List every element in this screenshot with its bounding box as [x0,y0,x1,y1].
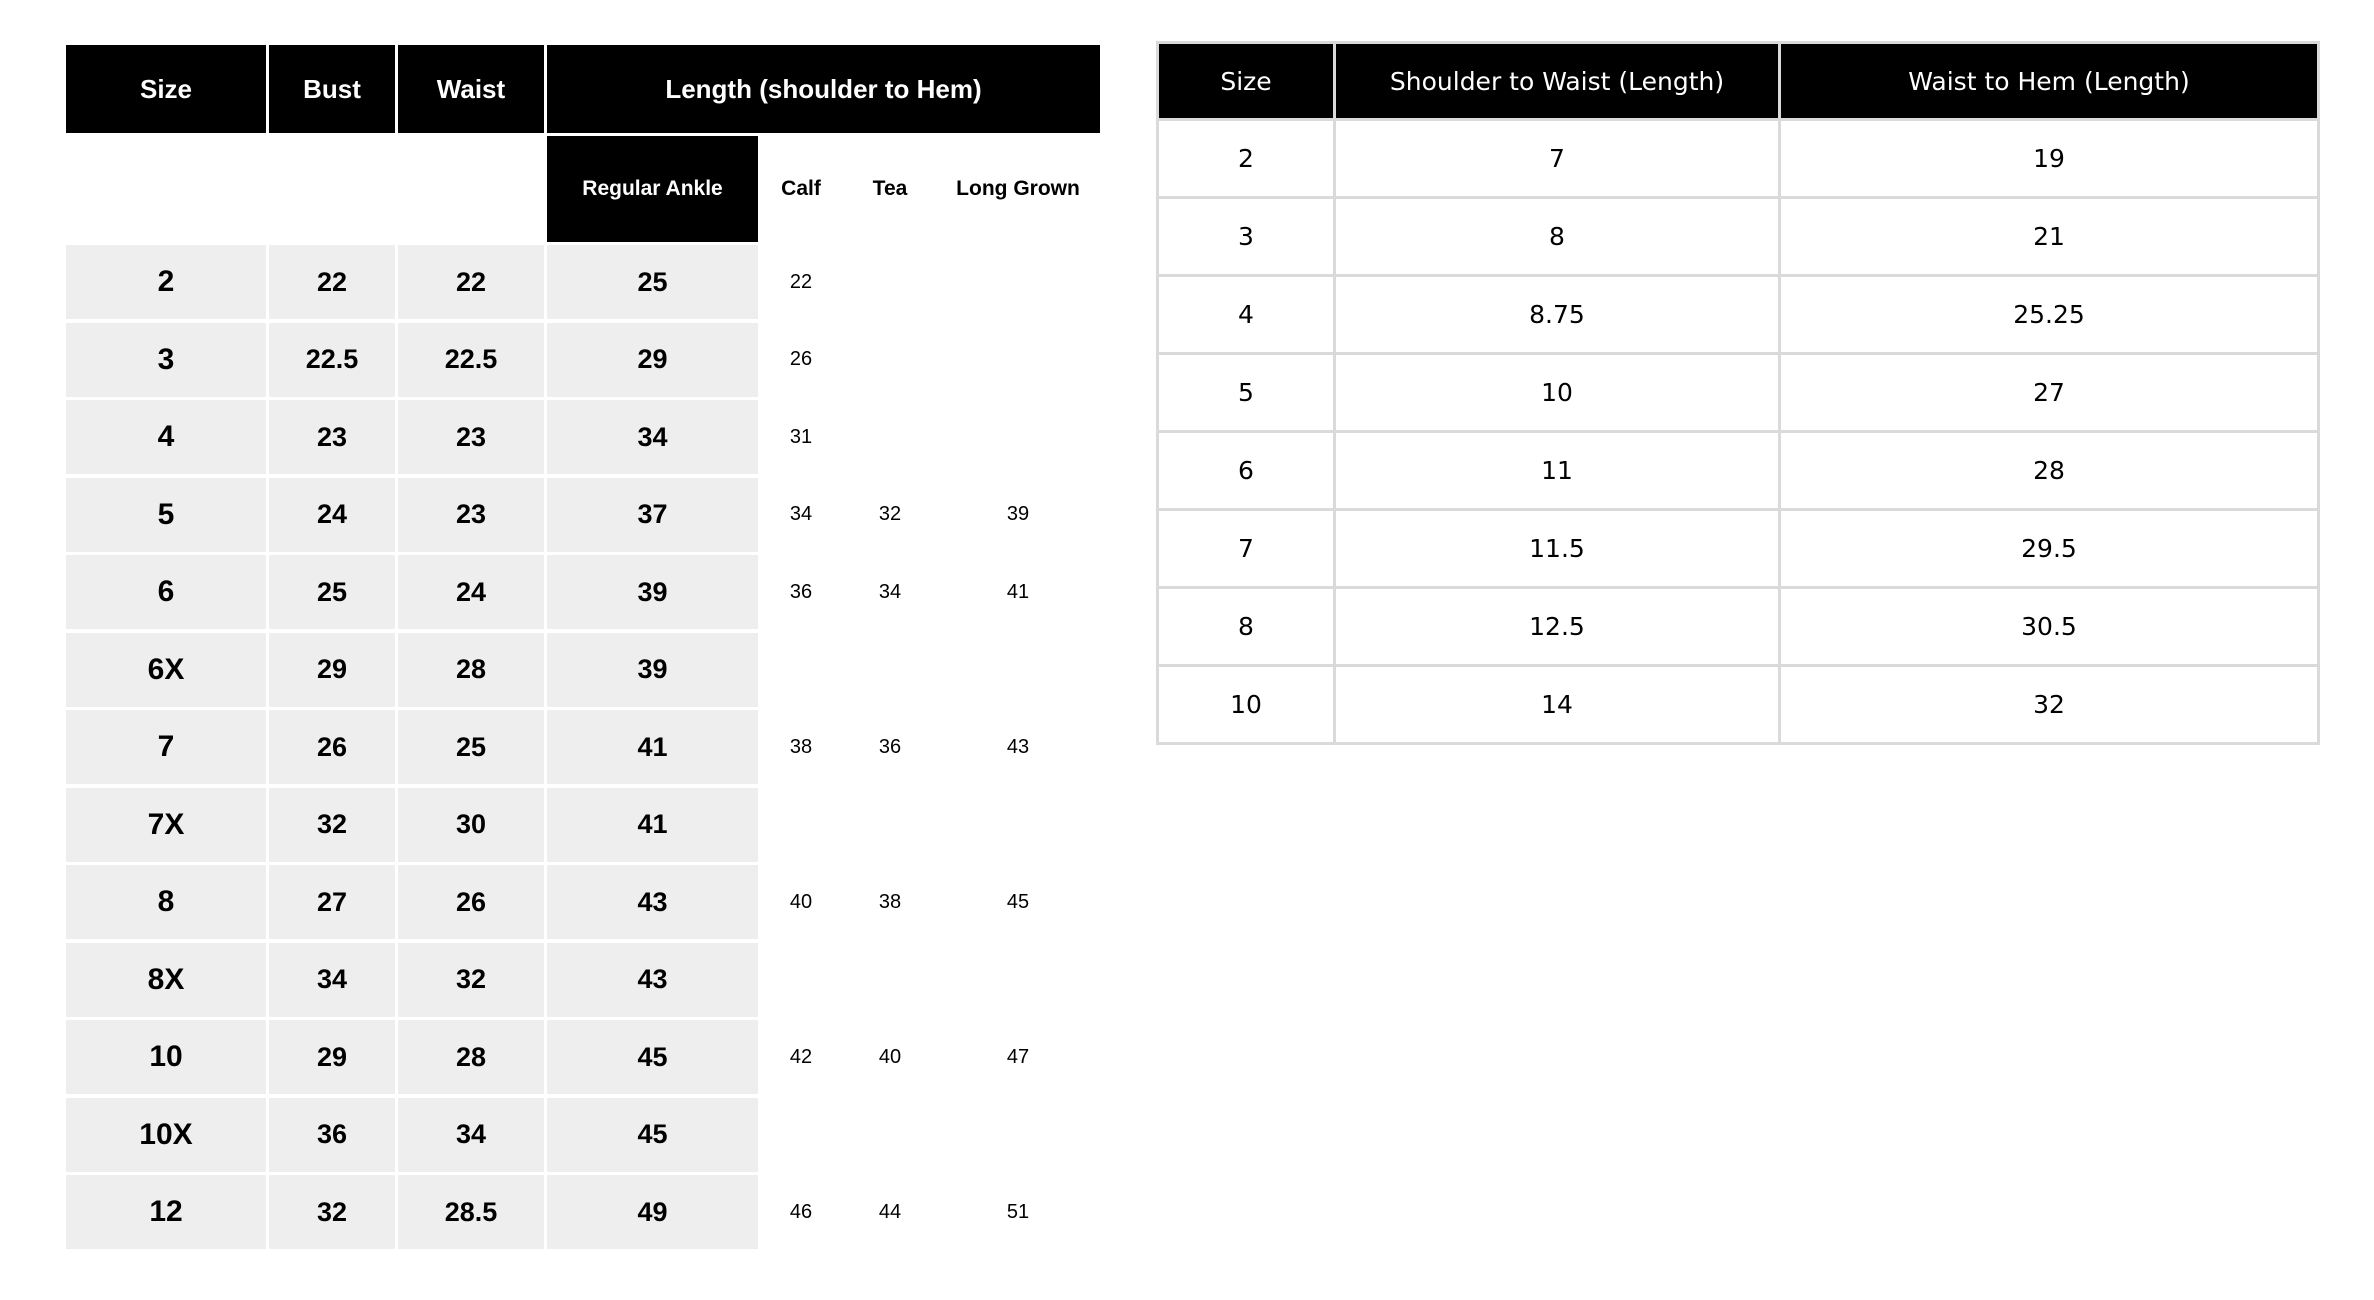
header-size: Size [66,45,266,133]
header-length: Length (shoulder to Hem) [547,45,1100,133]
cell-calf [758,788,844,862]
cell-long-grown: 41 [936,555,1100,629]
cell-shoulder-to-waist: 7 [1335,120,1780,198]
cell-bust: 24 [269,478,395,552]
cell-size: 6 [1158,432,1335,510]
cell-waist: 23 [398,400,544,474]
cell-waist: 24 [398,555,544,629]
cell-shoulder-to-waist: 8 [1335,198,1780,276]
cell-bust: 34 [269,943,395,1017]
cell-size: 6X [66,633,266,707]
table-row [1158,198,2319,276]
cell-long-grown: 43 [936,710,1100,784]
cell-regular-ankle: 43 [547,943,758,1017]
cell-size: 3 [1158,198,1335,276]
cell-regular-ankle: 39 [547,633,758,707]
cell-size: 7 [1158,510,1335,588]
cell-regular-ankle: 37 [547,478,758,552]
cell-tea: 44 [844,1175,936,1249]
cell-regular-ankle: 45 [547,1098,758,1172]
cell-bust: 27 [269,865,395,939]
cell-bust: 32 [269,788,395,862]
table-row [1158,354,2319,432]
cell-regular-ankle: 49 [547,1175,758,1249]
cell-waist: 25 [398,710,544,784]
header-waist-to-hem: Waist to Hem (Length) [1780,43,2319,120]
cell-bust: 26 [269,710,395,784]
cell-shoulder-to-waist: 11 [1335,432,1780,510]
cell-calf: 31 [758,400,844,474]
cell-waist-to-hem: 30.5 [1780,588,2319,666]
cell-bust: 36 [269,1098,395,1172]
cell-bust: 25 [269,555,395,629]
cell-size: 2 [66,245,266,319]
cell-waist-to-hem: 21 [1780,198,2319,276]
cell-calf: 26 [758,323,844,397]
header-shoulder-to-waist: Shoulder to Waist (Length) [1335,43,1780,120]
cell-calf: 46 [758,1175,844,1249]
cell-regular-ankle: 29 [547,323,758,397]
cell-waist: 34 [398,1098,544,1172]
cell-size: 10 [1158,666,1335,744]
cell-tea: 32 [844,478,936,552]
table-row [1158,666,2319,744]
cell-tea [844,943,936,1017]
cell-waist: 22.5 [398,323,544,397]
table-row [1158,432,2319,510]
subheader-calf: Calf [758,136,844,242]
cell-size: 7X [66,788,266,862]
subheader-tea: Tea [844,136,936,242]
cell-long-grown: 47 [936,1020,1100,1094]
cell-long-grown [936,1098,1100,1172]
size-chart-right [1156,41,2320,745]
cell-calf: 36 [758,555,844,629]
cell-bust: 22 [269,245,395,319]
cell-waist-to-hem: 32 [1780,666,2319,744]
cell-size: 4 [66,400,266,474]
cell-calf: 22 [758,245,844,319]
cell-bust: 29 [269,633,395,707]
cell-calf [758,1098,844,1172]
table-row [1158,120,2319,198]
cell-regular-ankle: 39 [547,555,758,629]
cell-bust: 32 [269,1175,395,1249]
table-row [1158,276,2319,354]
cell-tea [844,788,936,862]
cell-size: 8 [1158,588,1335,666]
header-bust: Bust [269,45,395,133]
cell-waist-to-hem: 28 [1780,432,2319,510]
cell-regular-ankle: 43 [547,865,758,939]
cell-waist-to-hem: 29.5 [1780,510,2319,588]
cell-long-grown: 39 [936,478,1100,552]
cell-size: 5 [1158,354,1335,432]
cell-long-grown [936,323,1100,397]
cell-size: 8 [66,865,266,939]
cell-bust: 22.5 [269,323,395,397]
cell-tea [844,323,936,397]
cell-size: 4 [1158,276,1335,354]
cell-tea [844,1098,936,1172]
cell-calf: 38 [758,710,844,784]
header-size: Size [1158,43,1335,120]
cell-waist: 26 [398,865,544,939]
cell-waist-to-hem: 19 [1780,120,2319,198]
cell-shoulder-to-waist: 8.75 [1335,276,1780,354]
cell-size: 6 [66,555,266,629]
cell-regular-ankle: 34 [547,400,758,474]
cell-tea: 38 [844,865,936,939]
cell-long-grown [936,400,1100,474]
cell-waist-to-hem: 27 [1780,354,2319,432]
cell-regular-ankle: 45 [547,1020,758,1094]
cell-bust: 29 [269,1020,395,1094]
cell-size: 7 [66,710,266,784]
cell-long-grown: 45 [936,865,1100,939]
cell-waist: 28 [398,633,544,707]
cell-waist: 23 [398,478,544,552]
cell-regular-ankle: 41 [547,788,758,862]
size-chart-right-body [1158,120,2319,744]
cell-size: 8X [66,943,266,1017]
cell-shoulder-to-waist: 14 [1335,666,1780,744]
cell-tea [844,400,936,474]
cell-long-grown [936,245,1100,319]
cell-waist-to-hem: 25.25 [1780,276,2319,354]
cell-size: 12 [66,1175,266,1249]
cell-long-grown [936,943,1100,1017]
cell-regular-ankle: 25 [547,245,758,319]
cell-long-grown [936,633,1100,707]
cell-tea [844,245,936,319]
header-waist: Waist [398,45,544,133]
cell-calf: 34 [758,478,844,552]
cell-calf: 40 [758,865,844,939]
cell-tea: 36 [844,710,936,784]
cell-waist: 22 [398,245,544,319]
header-row [1158,43,2319,120]
cell-shoulder-to-waist: 10 [1335,354,1780,432]
cell-regular-ankle: 41 [547,710,758,784]
cell-waist: 30 [398,788,544,862]
cell-waist: 32 [398,943,544,1017]
cell-size: 10 [66,1020,266,1094]
cell-tea: 40 [844,1020,936,1094]
cell-waist: 28.5 [398,1175,544,1249]
cell-waist: 28 [398,1020,544,1094]
cell-calf [758,633,844,707]
cell-long-grown: 51 [936,1175,1100,1249]
cell-size: 3 [66,323,266,397]
subheader-long-grown: Long Grown [936,136,1100,242]
cell-tea [844,633,936,707]
cell-bust: 23 [269,400,395,474]
cell-size: 2 [1158,120,1335,198]
subheader-regular-ankle: Regular Ankle [547,136,758,242]
cell-shoulder-to-waist: 12.5 [1335,588,1780,666]
cell-size: 5 [66,478,266,552]
table-row [1158,588,2319,666]
cell-long-grown [936,788,1100,862]
table-row [1158,510,2319,588]
cell-tea: 34 [844,555,936,629]
cell-size: 10X [66,1098,266,1172]
cell-shoulder-to-waist: 11.5 [1335,510,1780,588]
cell-calf: 42 [758,1020,844,1094]
cell-calf [758,943,844,1017]
